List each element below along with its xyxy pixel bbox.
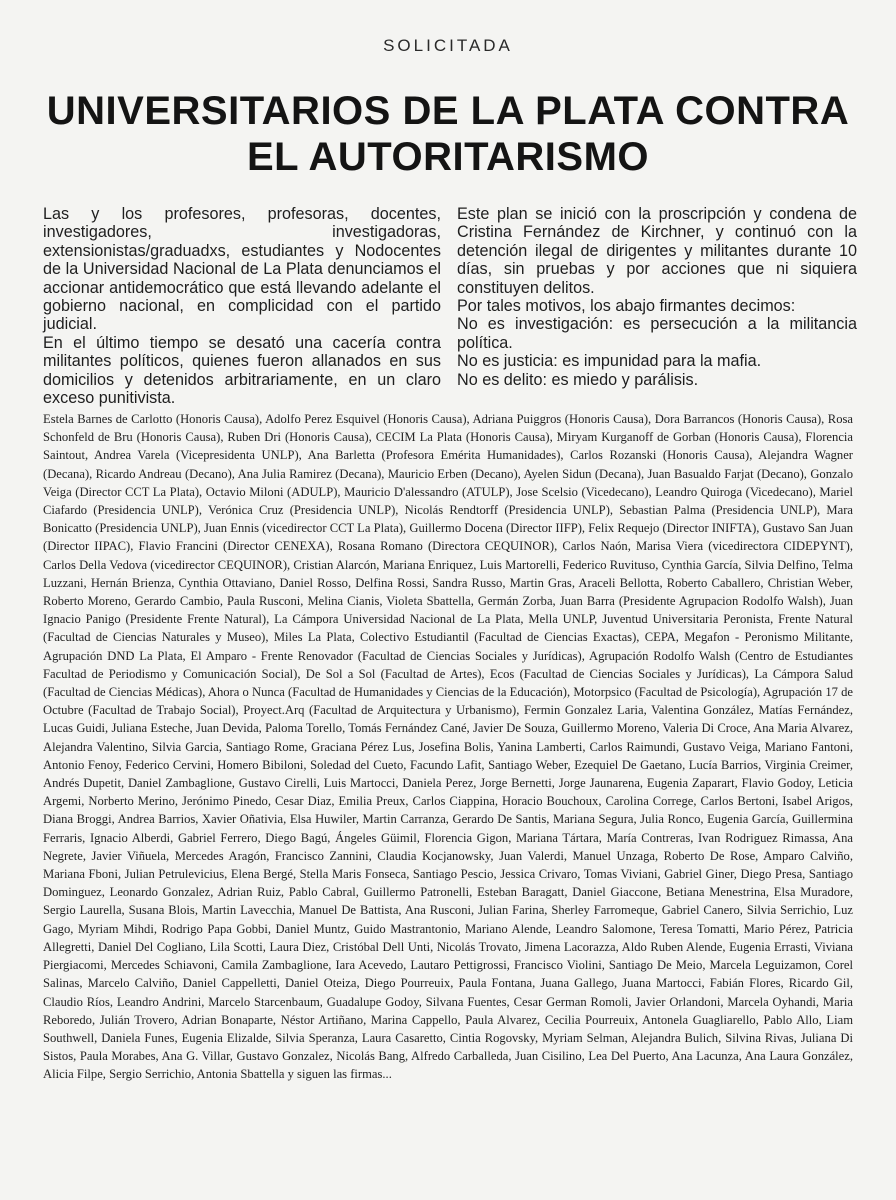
page-title: UNIVERSITARIOS DE LA PLATA CONTRA EL AUTORITARISMO [46, 89, 850, 179]
left-column [43, 205, 441, 407]
paragraph: Las y los profesores, profesoras, docentes, investigadores, investigadoras, extensionistas/graduadxs, estudiantes y Nodocentes de la Universidad Nacional de La Plata denunciamos el accionar antidemocrático que está llevando adelante el gobierno nacional, en complicidad con el partido judicial. [43, 205, 441, 334]
signatories-list: Estela Barnes de Carlotto (Honoris Causa), Adolfo Perez Esquivel (Honoris Causa), Adriana Puiggros (Honoris Causa), Dora Barrancos (Honoris Causa), Rosa Schonfeld de Bru (Honoris Causa), Ruben Dri (Honoris Causa), CECIM La Plata (Honoris Causa), Miryam Kurganoff de Gorban (Honoris Causa), Florencia Saintout, Andrea Varela (Vicepresidenta UNLP), Ana Barletta (Profesora Emérita Humanidades), Carlos Rozanski (Honoris Causa), Alejandra Wagner (Decana), Ricardo Andreau (Decano), Ana Julia Ramirez (Decana), Mauricio Erben (Decano), Ayelen Sidun (Decana), Juan Basualdo Farjat (Decano), Gonzalo Veiga (Director CCT La Plata), Octavio Miloni (ADULP), Mauricio D'alessandro (ATULP), Jose Scelsio (Vicedecano), Leandro Quiroga (Vicedecano), Mariel Ciafardo (Presidencia UNLP), Verónica Cruz (Presidencia UNLP), Nicolás Rendtorff (Presidencia UNLP), Sebastian Palma (Presidencia UNLP), Mara Bonicatto (Presidencia UNLP), Juan Ennis (vicedirector CCT La Plata), Guillermo Docena (Director IIFP), Felix Requejo (Director INIFTA), Gustavo San Juan (Director IIPAC), Flavio Francini (Director CENEXA), Rosana Romano (Directora CEQUINOR), Carlos Naón, Marisa Viera (vicedirectora CIDEPYNT), Carlos Della Vedova (vicedirector CEQUINOR), Cristian Alarcón, Mariana Enriquez, Luis Martorelli, Federico Ruvituso, Cynthia García, Silvia Delfino, Telma Luzzani, Hernán Brienza, Cynthia Ottaviano, Daniel Rosso, Delfina Rossi, Sandra Russo, Martin Gras, Araceli Bellotta, Roberto Caballero, Christian Weber, Roberto Moreno, Gerardo Cambio, Paula Rusconi, Melina Cianis, Violeta Sbattella, Germán Zorba, Juan Barra (Presidente Agrupacion Rodolfo Walsh), Juan Ignacio Panigo (Presidente Frente Natural), La Cámpora Universidad Nacional de La Plata, Mella UNLP, Juventud Universitaria Peronista, Frente Natural (Facultad de Ciencias Naturales y Museo), Miles La Plata, Colectivo Estudiantil (Facultad de Ciencias Exactas), CEPA, Megafon - Peronismo Militante, Agrupación DND La Plata, El Amparo - Frente Renovador (Facultad de Ciencias Sociales y Jurídicas), Agrupación Rodolfo Walsh (Centro de Estudiantes Facultad de Periodismo y Comunicación Social), De Sol a Sol (Facultad de Artes), Ecos (Facultad de Ciencias Sociales y Jurídicas), La Cámpora Salud (Facultad de Ciencias Médicas), Ahora o Nunca (Facultad de Humanidades y Ciencias de la Educación), Motorpsico (Facultad de Psicología), Agrupación 17 de Octubre (Facultad de Trabajo Social), Proyect.Arq (Facultad de Arquitectura y Urbanismo), Fermin Gonzalez Laria, Valentina González, Matías Fernández, Lucas Guidi, Juliana Esteche, Juan Devida, Paloma Torello, Tomás Fernández Cané, Javier De Souza, Guillermo Moreno, Valeria Di Croce, Ana Maria Alvarez, Alejandra Valentino, Silvia Garcia, Santiago Rome, Graciana Pérez Lus, Josefina Bolis, Yanina Lamberti, Carlos Raimundi, Gustavo Veiga, Mariano Fantoni, Antonio Fenoy, Federico Cervini, Homero Bibiloni, Soledad del Cueto, Facundo Lafit, Santiago Weber, Ezequiel De Gaetano, Lucía Barrios, Virginia Creimer, Andrés Dupetit, Daniel Zambaglione, Gustavo Cirelli, Luis Martocci, Daniela Perez, Jorge Bernetti, Jorge Jaunarena, Eugenia Zaparart, Flavio Godoy, Leticia Argemi, Norberto Merino, Jerónimo Pinedo, Cesar Diaz, Emilia Preux, Carlos Ciappina, Horacio Bouchoux, Carolina Correge, Carlos Bertoni, Isabel Arigos, Diana Broggi, Andrea Barrios, Xavier Oñativia, Elsa Huwiler, Martin Carranza, Gerardo De Santis, Mariana Segura, Julia Ronco, Eugenia García, Guillermina Ferraris, Ignacio Alberdi, Gabriel Ferrero, Diego Bagú, Ángeles Güimil, Florencia Gigon, Mariana Tártara, María Contreras, Ivan Rodriguez Rimassa, Ana Negrete, Javier Viñuela, Mercedes Aragón, Francisco Zannini, Claudia Kocjanowsky, Juan Valerdi, Manuel Unzaga, Roberto De Rose, Amparo Calviño, Mariana Fboni, Julian Petrulevicius, Elena Bergé, Stella Maris Fonseca, Santiago Pescio, Jessica Crivaro, Tomas Viviani, Gabriel Giner, Diego Presa, Santiago Dominguez, Leonardo Gonzalez, Adrian Ruiz, Pablo Cabral, Guillermo Patronelli, Esteban Baragatt, Daniel Giaccone, Betiana Menestrina, Elsa Muradore, Sergio Laurella, Susana Blois, Martin Lavecchia, Manuel De Battista, Ana Rusconi, Julian Farina, Sherley Farromeque, Gabriel Canero, Silvia Serrichio, Luz Gago, Myriam Mihdi, Rodrigo Papa Gobbi, Daniel Muntz, Guido Mastrantonio, Mariano Alende, Leandro Salomone, Teresa Tomatti, Mario Pérez, Patricia Allegretti, Daniel Del Cogliano, Lila Scotti, Laura Diez, Cristóbal Dell Unti, Nicolás Trovato, Jimena Lacorazza, Aldo Ruben Alende, Eugenia Errasti, Viviana Piergiacomi, Mercedes Schiavoni, Camila Zambaglione, Iara Acevedo, Lautaro Pettigrossi, Francisco Violini, Santiago De Meio, Marcela Leguizamon, Corel Salinas, Marcelo Calviño, Daniel Cappelletti, Daniel Oteiza, Diego Pourreuix, Paula Fontana, Juana Gallego, Juana Martocci, Fabián Flores, Ricardo Gil, Claudio Ríos, Leandro Andrini, Marcelo Starcenbaum, Guadalupe Godoy, Silvana Fuentes, Cesar German Romoli, Javier Orlandoni, Marcela Oyhandi, Maria Reboredo, Julián Trovero, Adrian Bonaparte, Néstor Artiñano, Marina Cappello, Paula Alvarez, Cecilia Pourreuix, Antonela Guagliarello, Pablo Allo, Liam Southwell, Daniela Funes, Eugenia Elizalde, Silvia Speranza, Laura Casaretto, Cintia Rogovsky, Myriam Selman, Alejandra Bulich, Silvina Rivas, Juliana Di Sistos, Paula Morabes, Ana G. Villar, Gustavo Gonzalez, Nicolás Bang, Alfredo Carballeda, Juan Cisilino, Lea Del Puerto, Ana Lacunza, Ana Laura González, Alicia Filpe, Sergio Serrichio, Antonia Sbattella y siguen las firmas... [43, 412, 853, 1082]
paragraph: En el último tiempo se desató una cacería contra militantes políticos, quienes fueron allanados en sus domicilios y detenidos arbitrariamente, en un claro exceso punitivista. [43, 333, 441, 408]
paragraph: No es justicia: es impunidad para la mafia. [457, 352, 762, 371]
kicker-label: SOLICITADA [383, 36, 513, 55]
paragraph: Por tales motivos, los abajo firmantes decimos: [457, 297, 796, 316]
paragraph: No es delito: es miedo y parálisis. [457, 370, 699, 389]
paragraph: No es investigación: es persecución a la militancia política. [457, 315, 857, 352]
right-column [457, 205, 857, 389]
paragraph: Este plan se inició con la proscripción y condena de Cristina Fernández de Kirchner, y continuó con la detención ilegal de dirigentes y militantes durante 10 días, sin pruebas y por acciones que ni siquiera constituyen delitos. [457, 205, 857, 297]
